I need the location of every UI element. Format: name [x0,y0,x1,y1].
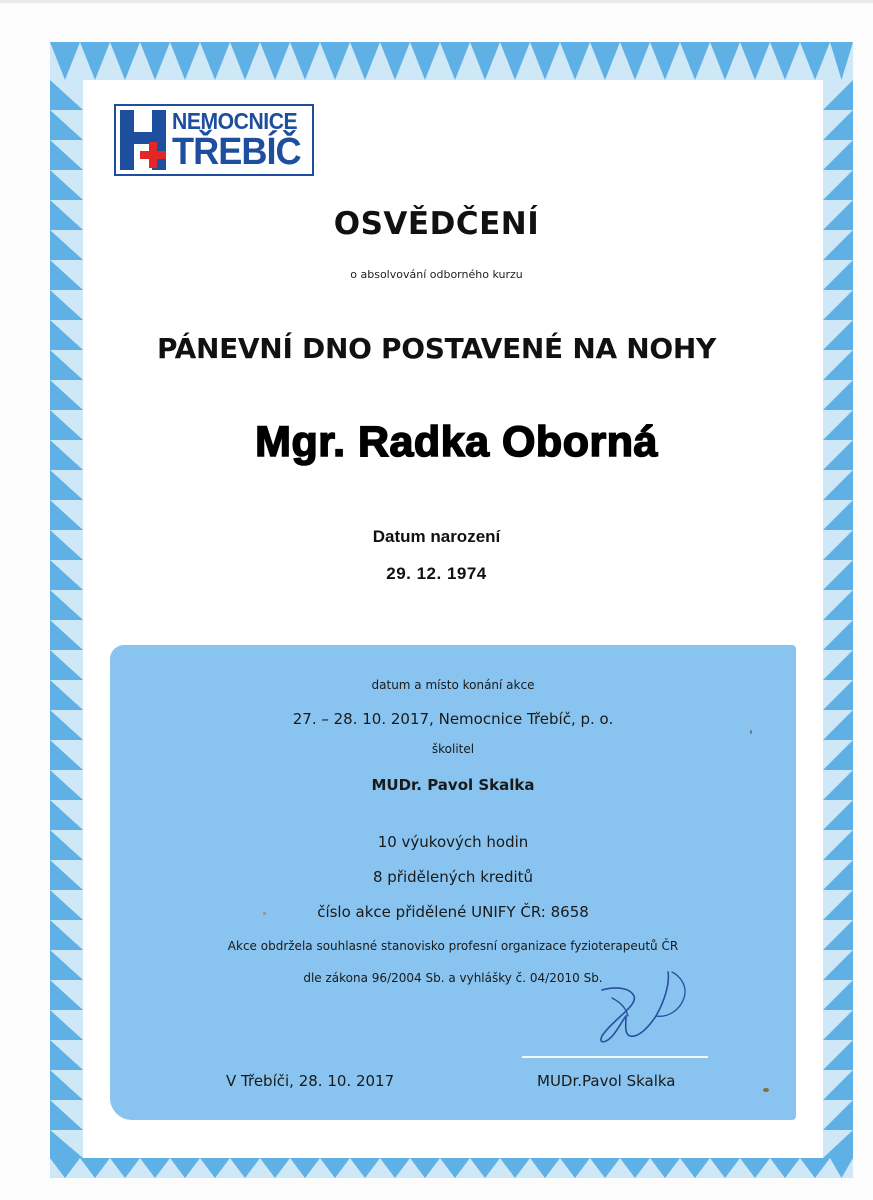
course-name: PÁNEVNÍ DNO POSTAVENÉ NA NOHY [156,332,717,365]
event-place-label: datum a místo konání akce [371,678,535,692]
scan-speck [750,730,752,734]
unify-number: číslo akce přidělené UNIFY ČR: 8658 [317,903,589,921]
event-date-place: 27. – 28. 10. 2017, Nemocnice Třebíč, p. o. [292,710,614,728]
trainer-name: MUDr. Pavol Skalka [371,776,535,794]
handwritten-signature [572,958,702,1058]
birth-date-value: 29. 12. 1974 [386,564,487,583]
birth-date-label: Datum narození [372,527,501,546]
scan-speck [763,1088,769,1092]
recipient-name: Mgr. Radka Oborná [255,418,658,466]
logo-text-nemocnice: NEMOCNICE [172,108,298,134]
law-reference: dle zákona 96/2004 Sb. a vyhlášky č. 04/2010 Sb. [303,971,603,985]
red-cross-icon [140,142,166,168]
signature-line [522,1056,708,1058]
teaching-hours: 10 výukových hodin [377,833,529,851]
certificate-title: OSVĚDČENÍ [333,206,540,242]
trainer-label: školitel [431,742,475,756]
certificate-subtitle: o absolvování odborného kurzu [350,268,523,281]
scan-speck [263,912,266,915]
signer-name: MUDr.Pavol Skalka [537,1072,676,1090]
logo-text-trebic: TŘEBÍČ [172,131,301,173]
hospital-logo [114,104,314,176]
credits: 8 přidělených kreditů [372,868,534,886]
issue-place-date: V Třebíči, 28. 10. 2017 [226,1072,395,1090]
approval-statement: Akce obdržela souhlasné stanovisko profesní organizace fyzioterapeutů ČR [227,939,679,953]
